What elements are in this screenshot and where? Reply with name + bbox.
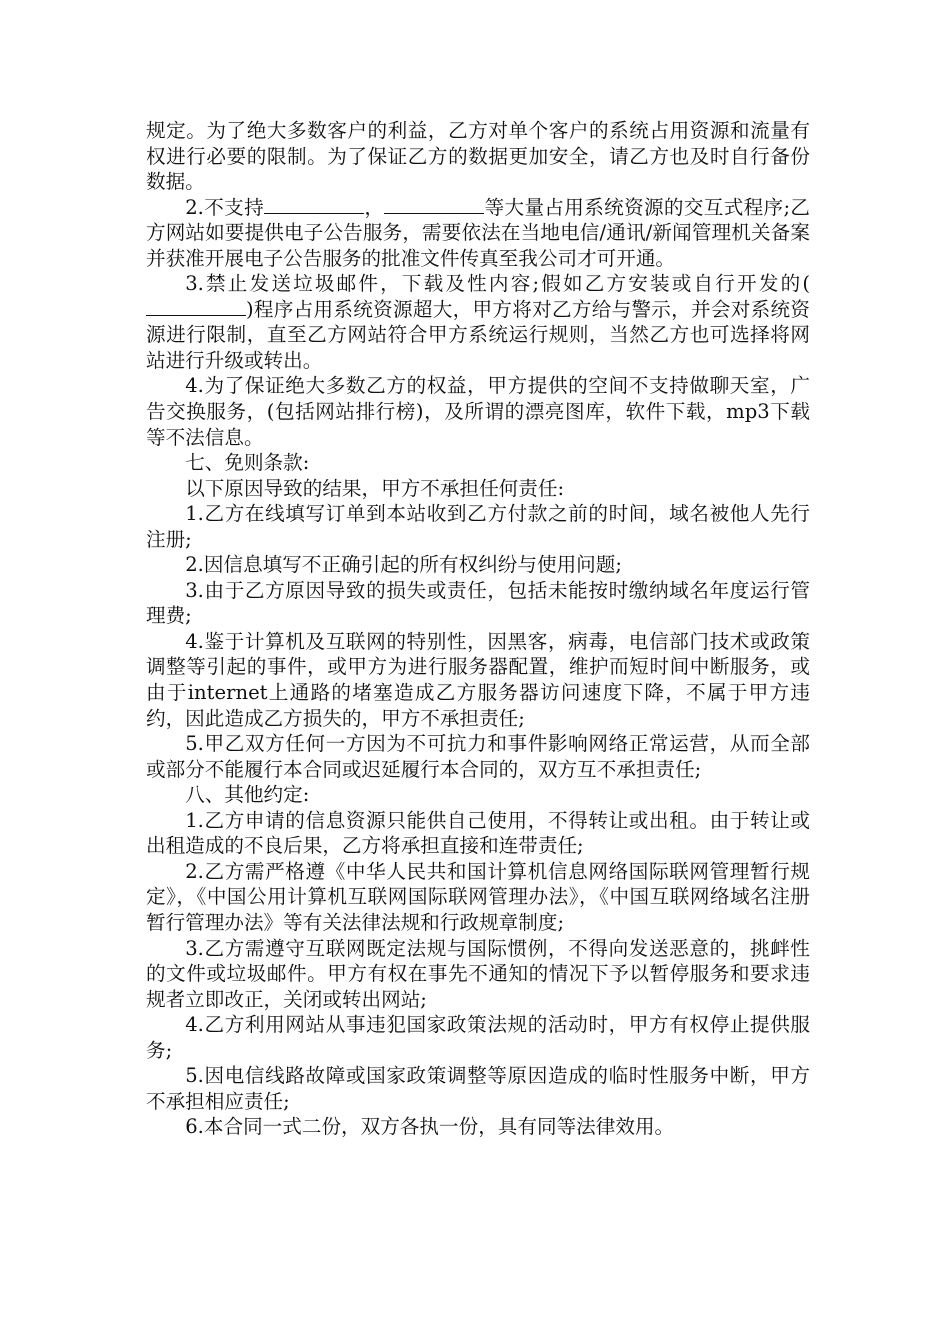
fill-blank — [264, 195, 364, 214]
clause-text: 3.禁止发送垃圾邮件，下载及性内容;假如乙方安装或自行开发的( — [185, 272, 810, 296]
clause-text: ， — [364, 195, 385, 219]
clause-8-6: 6.本合同一式二份，双方各执一份，具有同等法律效用。 — [185, 1115, 675, 1139]
clause-8-5: 5.因电信线路故障或国家政策调整等原因造成的临时性服务中断，甲方不承担相应责任; — [146, 1064, 810, 1113]
paragraph-continued: 规定。为了绝大多数客户的利益，乙方对单个客户的系统占用资源和流量有权进行必要的限制。为了保证乙方的数据更加安全，请乙方也及时自行备份数据。 — [146, 119, 810, 194]
clause-6-4: 4.为了保证绝大多数乙方的权益，甲方提供的空间不支持做聊天室，广告交换服务，(包括网站排行榜)，及所谓的漂亮图库，软件下载，mp3下载等不法信息。 — [146, 374, 810, 449]
clause-8-1: 1.乙方申请的信息资源只能供自己使用，不得转让或出租。由于转让或出租造成的不良后果，乙方将承担直接和连带责任; — [146, 808, 810, 858]
clause-7-5: 5.甲乙双方任何一方因为不可抗力和事件影响网络正常运营，从而全部或部分不能履行本合同或迟延履行本合同的，双方互不承担责任; — [146, 732, 810, 781]
section-heading-8: 八、其他约定: — [185, 783, 310, 807]
clause-text: 等大量占用系统资源的交互式程序;乙方网站如要提供电子公告服务，需要依法在当地电信/通讯/新闻管理机关备案并获准开展电子公告服务的批准文件传真至我公司才可开通。 — [146, 195, 811, 270]
clause-7-4: 4.鉴于计算机及互联网的特别性，因黑客，病毒，电信部门技术或政策调整等引起的事件，或甲方为进行服务器配置，维护而短时间中断服务，或由于internet上通路的堵塞造成乙方服务器访问速度下降，不属于甲方违约，因此造成乙方损失的，甲方不承担责任; — [146, 629, 810, 730]
document-page — [146, 118, 810, 1140]
fill-blank — [146, 297, 246, 316]
clause-text: )程序占用系统资源超大，甲方将对乙方给与警示，并会对系统资源进行限制，直至乙方网站符合甲方系统运行规则，当然乙方也可选择将网站进行升级或转出。 — [146, 297, 810, 372]
clause-7-1: 1.乙方在线填写订单到本站收到乙方付款之前的时间，域名被他人先行注册; — [146, 502, 810, 551]
clause-7-2: 2.因信息填写不正确引起的所有权纠纷与使用问题; — [185, 553, 622, 577]
clause-6-3 — [146, 271, 810, 373]
section-intro-7: 以下原因导致的结果，甲方不承担任何责任: — [185, 476, 565, 500]
section-heading-7: 七、免则条款: — [185, 451, 310, 475]
clause-6-2 — [146, 195, 810, 272]
clause-8-4: 4.乙方利用网站从事违犯国家政策法规的活动时，甲方有权停止提供服务; — [146, 1013, 810, 1062]
clause-8-2: 2.乙方需严格遵《中华人民共和国计算机信息网络国际联网管理暂行规定》，《中国公用计算机互联网国际联网管理办法》，《中国互联网络域名注册暂行管理办法》等有关法律法规和行政规章制度; — [146, 859, 810, 934]
fill-blank — [384, 195, 484, 214]
clause-text: 2.不支持 — [185, 195, 264, 219]
clause-8-3: 3.乙方需遵守互联网既定法规与国际惯例，不得向发送恶意的，挑衅性的文件或垃圾邮件。甲方有权在事先不通知的情况下予以暂停服务和要求违规者立即改正，关闭或转出网站; — [146, 936, 810, 1011]
clause-7-3: 3.由于乙方原因导致的损失或责任，包括未能按时缴纳域名年度运行管理费; — [146, 578, 810, 628]
